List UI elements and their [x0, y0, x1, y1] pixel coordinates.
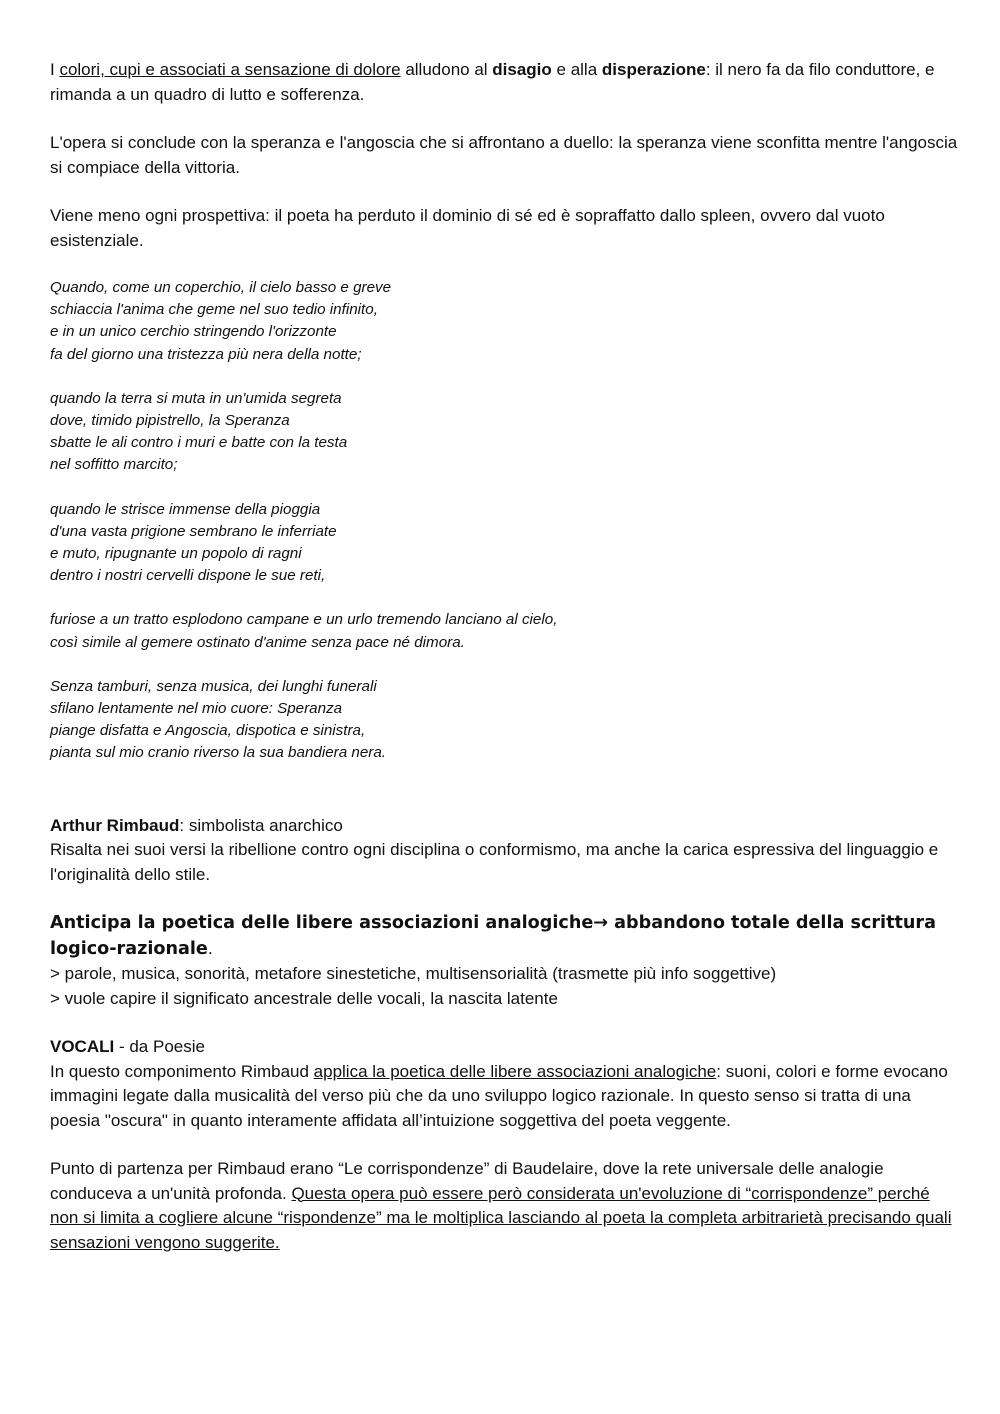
poem-line: quando le strisce immense della pioggia [50, 500, 321, 518]
rimbaud-description: Risalta nei suoi versi la ribellione contro ogni disciplina o conformismo, ma anche la carica espressiva del linguaggio e l'originalità dello stile. [50, 840, 939, 884]
poem-line: d'una vasta prigione sembrano le inferriate [50, 522, 337, 540]
heading-text: Anticipa la poetica delle libere associazioni analogiche→ abbandono totale della scrittura logico-razionale [50, 913, 936, 960]
poem-line: sfilano lentamente nel mio cuore: Speranza [50, 700, 343, 718]
poem-line: fa del giorno una tristezza più nera della notte; [50, 345, 362, 363]
poem-line: sbatte le ali contro i muri e batte con la testa [50, 434, 348, 452]
author-name: Arthur Rimbaud [50, 815, 180, 835]
underlined-phrase: applica la poetica delle libere associazioni analogiche [313, 1061, 717, 1081]
poetica-bullet: > vuole capire il significato ancestrale delle vocali, la nascita latente [50, 988, 558, 1008]
author-subtitle: : simbolista anarchico [179, 815, 343, 835]
poem-line: schiaccia l'anima che geme nel suo tedio infinito, [50, 301, 378, 319]
poem-source: - da Poesie [114, 1037, 205, 1057]
rimbaud-title [50, 814, 960, 839]
poem-title: VOCALI [50, 1037, 115, 1057]
text-span: : il nero fa da filo conduttore, e rimanda a un quadro di lutto e sofferenza. [50, 60, 935, 104]
poem-line: Quando, come un coperchio, il cielo basso e greve [50, 279, 392, 296]
poem-line: e muto, ripugnante un popolo di ragni [50, 545, 302, 563]
heading-tail: . [207, 938, 213, 959]
poetica-heading [50, 911, 960, 962]
bold-term: disperazione [601, 60, 706, 79]
text-span: Punto di partenza per Rimbaud erano “Le corrispondenze” di Baudelaire, dove la rete universale delle analogie conduceva a un'unità profonda. [50, 1159, 884, 1203]
poem-stanza [50, 499, 960, 588]
underlined-phrase: Questa opera può essere però considerata un'evoluzione di “corrispondenze” perché non si limita a cogliere alcune “rispondenze” ma le moltiplica lasciando al poeta la completa arbitrarietà precisando quali sensazioni vengono suggerite. [50, 1183, 952, 1252]
bold-term: disagio [492, 60, 552, 79]
poem-stanza [50, 277, 960, 366]
poem-stanza [50, 609, 960, 653]
document-page [50, 58, 960, 1255]
colors-paragraph [50, 58, 960, 107]
poetica-bullet: > parole, musica, sonorità, metafore sinestetiche, multisensorialità (trasmette più info soggettive) [50, 964, 777, 984]
text-span: I [50, 60, 60, 79]
poem-line: dove, timido pipistrello, la Speranza [50, 412, 290, 430]
poem-line: quando la terra si muta in un'umida segreta [50, 389, 342, 407]
perspective-paragraph: Viene meno ogni prospettiva: il poeta ha perduto il dominio di sé ed è sopraffatto dallo spleen, ovvero dal vuoto esistenziale. [50, 206, 885, 250]
poem-line: furiose a un tratto esplodono campane e un urlo tremendo lanciano al cielo, [50, 611, 558, 629]
vocali-intro [50, 1060, 960, 1134]
poem-line: pianta sul mio cranio riverso la sua bandiera nera. [50, 744, 386, 762]
conclusion-paragraph: L'opera si conclude con la speranza e l'angoscia che si affrontano a duello: la speranza viene sconfitta mentre l'angoscia si compiace della vittoria. [50, 133, 958, 177]
text-span: e alla [551, 60, 602, 79]
underlined-phrase: colori, cupi e associati a sensazione di dolore [59, 60, 401, 79]
poem-stanza [50, 676, 960, 765]
poem [50, 277, 960, 765]
poem-line: così simile al gemere ostinato d'anime senza pace né dimora. [50, 633, 465, 651]
text-span: alludono al [400, 60, 493, 79]
poem-line: e in un unico cerchio stringendo l'orizzonte [50, 323, 337, 341]
text-span: : suoni, colori e forme evocano immagini legate dalla musicalità del verso più che da uno sviluppo logico razionale. In questo senso si tratta di una poesia "oscura" in quanto interamente affidata all’intuizione soggettiva del poeta veggente. [50, 1061, 948, 1130]
vocali-title [50, 1035, 960, 1060]
text-span: In questo componimento Rimbaud [50, 1061, 314, 1081]
poem-stanza [50, 388, 960, 477]
poem-line: piange disfatta e Angoscia, dispotica e sinistra, [50, 722, 366, 740]
poem-line: Senza tamburi, senza musica, dei lunghi funerali [50, 677, 377, 695]
poem-line: nel soffitto marcito; [50, 456, 178, 474]
poem-line: dentro i nostri cervelli dispone le sue reti, [50, 567, 326, 585]
baudelaire-paragraph [50, 1157, 960, 1255]
